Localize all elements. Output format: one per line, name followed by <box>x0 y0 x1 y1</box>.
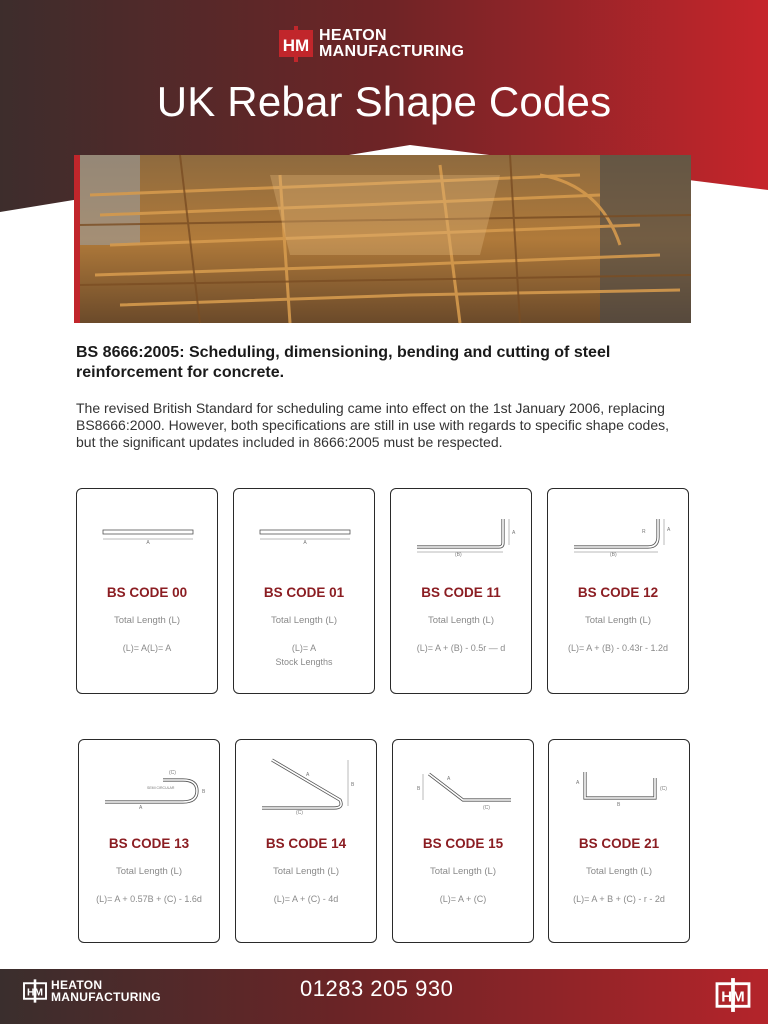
formula-line: (L)= A + (C) - 4d <box>273 894 339 904</box>
brand-line-2: MANUFACTURING <box>51 990 161 1004</box>
shape-card-14[interactable] <box>235 739 377 943</box>
hm-logo-icon <box>24 977 46 1005</box>
shape-card-21[interactable] <box>548 739 690 943</box>
hm-logo-icon <box>279 26 313 62</box>
shape-card-13[interactable] <box>78 739 220 943</box>
shape-code: BS CODE 00 <box>106 585 188 600</box>
brand-line-1: HEATON <box>319 27 387 44</box>
formula-line: (L)= A <box>291 643 317 653</box>
shape-13-label-c: (C) <box>169 770 176 776</box>
shape-formula <box>553 892 685 906</box>
shape-subtitle: Total Length (L) <box>270 615 337 626</box>
footer-brand-name <box>51 979 161 1003</box>
shape-card-00[interactable] <box>76 488 218 694</box>
shape-14-label-a: A <box>306 772 310 778</box>
shape-code: BS CODE 21 <box>578 836 660 851</box>
shape-formula <box>238 641 370 669</box>
shape-12-label-a: A <box>667 527 671 533</box>
header-logo[interactable] <box>279 26 464 62</box>
shape-21-label-a: A <box>576 780 580 786</box>
shape-13-note: SEMI CIRCULAR <box>147 786 175 790</box>
shape-subtitle: Total Length (L) <box>113 615 180 626</box>
shape-14-label-b: B <box>351 782 355 788</box>
shape-subtitle: Total Length (L) <box>272 866 339 877</box>
shape-15-diagram <box>393 764 535 814</box>
shape-21-label-b: B <box>617 802 621 808</box>
formula-line: Stock Lengths <box>275 657 333 667</box>
formula-line: (L)= A + 0.57B + (C) - 1.6d <box>96 894 202 904</box>
formula-line: (L)= A + (C) <box>439 894 487 904</box>
formula-line: (L)= A(L)= A <box>122 643 172 653</box>
shape-01-label-a: A <box>303 540 307 546</box>
shape-subtitle: Total Length (L) <box>115 866 182 877</box>
svg-text:HM: HM <box>26 987 44 999</box>
shape-15-label-c: (C) <box>483 805 490 811</box>
shape-formula <box>395 641 527 655</box>
rebar-photo <box>74 155 691 323</box>
shape-21-label-c: (C) <box>660 786 667 792</box>
shape-code: BS CODE 12 <box>577 585 659 600</box>
brand-name <box>319 28 464 60</box>
shape-13-label-b: B <box>202 789 206 795</box>
svg-text:HM: HM <box>721 988 745 1006</box>
shape-01-diagram <box>234 509 376 559</box>
shape-formula <box>397 892 529 906</box>
shape-code: BS CODE 01 <box>263 585 345 600</box>
shape-subtitle: Total Length (L) <box>584 615 651 626</box>
shape-13-diagram <box>79 762 221 812</box>
shape-code: BS CODE 14 <box>265 836 347 851</box>
svg-text:HM: HM <box>282 36 310 55</box>
shape-12-label-b: (B) <box>610 552 617 558</box>
shape-11-label-a: A <box>512 530 516 536</box>
shape-card-01[interactable] <box>233 488 375 694</box>
footer <box>0 969 768 1024</box>
shape-code: BS CODE 11 <box>421 585 501 600</box>
intro-heading: BS 8666:2005: Scheduling, dimensioning, bending and cutting of steel reinforcement for concrete. <box>76 344 611 381</box>
shape-formula <box>81 641 213 655</box>
shape-formula <box>83 892 215 906</box>
shape-formula <box>552 641 684 655</box>
shape-11-label-b: (B) <box>455 552 462 558</box>
shape-12-label-r: R <box>642 529 646 535</box>
footer-logo[interactable] <box>24 977 161 1005</box>
shape-code: BS CODE 13 <box>108 836 190 851</box>
formula-line: (L)= A + B + (C) - r - 2d <box>573 894 665 904</box>
shape-00-diagram <box>77 509 219 559</box>
shape-13-label-a: A <box>139 805 143 811</box>
shape-14-label-c: (C) <box>296 810 303 816</box>
shape-subtitle: Total Length (L) <box>429 866 496 877</box>
phone-number[interactable]: 01283 205 930 <box>300 976 454 1001</box>
intro-body: The revised British Standard for scheduling came into effect on the 1st January 2006, replacing BS8666:2000. However, both specifications are still in use with regards to specific shape codes, but the significant updates included in 8666:2005 must be respected. <box>76 400 669 450</box>
formula-line: (L)= A + (B) - 0.43r - 1.2d <box>567 643 669 653</box>
brand-line-1: HEATON <box>51 978 103 992</box>
shape-14-diagram <box>236 752 378 816</box>
shape-card-11[interactable] <box>390 488 532 694</box>
shape-subtitle: Total Length (L) <box>427 615 494 626</box>
shape-code: BS CODE 15 <box>422 836 504 851</box>
hm-monogram-icon <box>717 977 749 1013</box>
shape-12-diagram <box>548 509 690 559</box>
shape-card-15[interactable] <box>392 739 534 943</box>
shape-card-12[interactable] <box>547 488 689 694</box>
page-title: UK Rebar Shape Codes <box>156 78 612 125</box>
shape-subtitle: Total Length (L) <box>585 866 652 877</box>
shape-formula <box>240 892 372 906</box>
shape-11-diagram <box>391 509 533 559</box>
shape-00-label-a: A <box>146 540 150 546</box>
brand-line-2: MANUFACTURING <box>319 43 465 60</box>
shape-21-diagram <box>549 762 691 812</box>
formula-line: (L)= A + (B) - 0.5r — d <box>416 643 506 653</box>
shape-15-label-a: A <box>447 776 451 782</box>
shape-15-label-b: B <box>417 786 421 792</box>
